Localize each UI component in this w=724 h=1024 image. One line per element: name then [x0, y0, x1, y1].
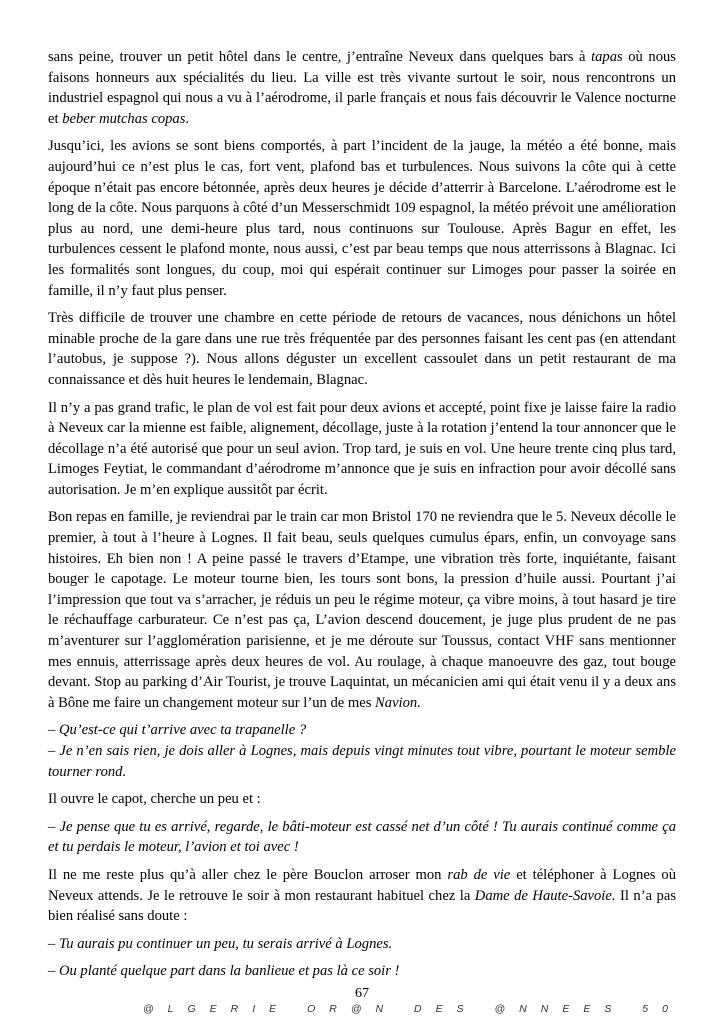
paragraph-p4	[48, 398, 676, 501]
text-segment: – Je pense que tu es arrivé, regarde, le bâti-moteur est cassé net d’un côté ! Tu aurais continué comme ça et tu perdais le moteur, l’avion et toi avec !	[48, 818, 676, 856]
paragraph-p5	[48, 507, 676, 713]
dialogue-line-d4	[48, 934, 676, 955]
text-segment: et téléphoner à Lognes où Neveux attends. Je le retrouve le soir à mon restaurant habituel chez la	[48, 866, 676, 904]
paragraph-p6	[48, 789, 676, 810]
dialogue-line-d1	[48, 720, 676, 741]
text-segment: .	[185, 110, 190, 127]
paragraph-p7	[48, 865, 676, 927]
dialogue-line-d5	[48, 961, 676, 982]
text-segment: Il n’y a pas grand trafic, le plan de vol est fait pour deux avions et accepté, point fixe je laisse faire la radio à Neveux car la mienne est faible, alignement, décollage, juste à la rotation j’entend la tour annoncer que le décollage n’a été autorisé que pour un seul avion. Trop tard, je suis en vol. Une heure trente cinq plus tard, Limoges Feytiat, le commandant d’aérodrome m’annonce que je suis en infraction pour avoir décollé sans autorisation. Je m’en explique aussitôt par écrit.	[48, 399, 676, 498]
page-number: 67	[355, 986, 369, 1001]
text-segment: – Tu aurais pu continuer un peu, tu serais arrivé à Lognes.	[48, 935, 393, 952]
text-segment: Bon repas en famille, je reviendrai par le train car mon Bristol 170 ne reviendra que le 5. Neveux décolle le premier, à tout à l’heure à Lognes. Il fait beau, seuls quelques cumulus épars, enfin, un convoyage sans histoires. Eh bien non ! A peine passé le travers d’Etampe, une vibration très forte, inquiétante, faisant bouger le capotage. Le moteur tourne bien, les tours sont bons, la pression d’huile aussi. Pourtant j’ai l’impression que tout va s’arracher, je réduis un peu le régime moteur, ça vibre moins, à tout hasard je tire le réchauffage carburateur. Ce n’est pas ça, L’avion descend doucement, je juge plus prudent de ne pas m’aventurer sur l’agglomération parisienne, et je me déroute sur Toussus, contact VHF sans mentionner mes ennuis, atterrissage après deux heures de vol. Au roulage, à chaque manoeuvre des gaz, tout bouge devant. Stop au parking d’Air Tourist, je trouve Laquintat, un mécanicien ami qui était venu il y a deux ans à Bône me faire un changement moteur sur l’un de mes	[48, 509, 676, 711]
italic-text: tapas	[591, 49, 623, 65]
text-segment: Il ouvre le capot, cherche un peu et :	[48, 791, 261, 808]
italic-text: beber mutchas copas	[62, 110, 186, 127]
text-segment: Il n’a pas bien réalisé sans doute :	[48, 887, 676, 925]
footer-banner: @LGERIE OR@N DES @NNEES 50	[143, 1003, 682, 1015]
italic-text: Dame de Haute-Savoie.	[474, 887, 616, 904]
text-segment: Jusqu’ici, les avions se sont biens comportés, à part l’incident de la jauge, la météo a été bonne, mais aujourd’hui ce n’est plus le cas, fort vent, plafond bas et turbulences. Nous suivons la côte qui à cette époque n’était pas encore bétonnée, après deux heures je décide d’atterrir à Barcelone. L’aérodrome est le long de la côte. Nous parquons à côté d’un Messerschmidt 109 espagnol, la météo prévoit une amélioration plus au nord, une demi-heure plus tard, nous continuons sur Toulouse. Après Bagur en effet, les turbulences cessent le plafond monte, nous aussi, c’est par beau temps que nous atterrissons à Blagnac. Ici les formalités sont longues, du coup, moi qui espérait continuer sur Limoges pour passer la soirée en famille, il n’y faut plus penser.	[48, 138, 676, 299]
paragraph-p1	[48, 47, 676, 129]
text-segment: sans peine, trouver un petit hôtel dans le centre, j’entraîne Neveux dans quelques bars à	[48, 49, 592, 65]
body-text	[48, 47, 676, 982]
italic-text: Navion.	[375, 694, 421, 711]
dialogue-line-d2	[48, 741, 676, 782]
paragraph-p2	[48, 136, 676, 301]
text-segment: Très difficile de trouver une chambre en cette période de retours de vacances, nous dénichons un hôtel minable proche de la gare dans une rue très fréquentée par des personnes faisant les cent pas (en attendant l’autobus, je suppose ?). Nous allons déguster un excellent cassoulet dans un petit restaurant de ma connaissance et dès huit heures le lendemain, Blagnac.	[48, 310, 676, 388]
text-segment: – Je n’en sais rien, je dois aller à Lognes, mais depuis vingt minutes tout vibre, pourtant le moteur semble tourner rond.	[48, 743, 676, 780]
text-segment: Il ne me reste plus qu’à aller chez le père Bouclon arroser mon	[48, 866, 448, 883]
italic-text: rab de vie	[447, 866, 511, 883]
text-segment: – Ou planté quelque part dans la banlieue et pas là ce soir !	[48, 963, 400, 980]
text-segment: – Qu’est-ce qui t’arrive avec ta trapanelle ?	[48, 722, 307, 739]
paragraph-p3	[48, 308, 676, 390]
text-segment: où nous faisons honneurs aux spécialités du lieu. La ville est très vivante surtout le soir, nous rencontrons un industriel espagnol qui nous a vu à l’aérodrome, il parle français et nous fais découvrir le Valence nocturne et	[48, 49, 676, 127]
dialogue-line-d3	[48, 817, 676, 858]
